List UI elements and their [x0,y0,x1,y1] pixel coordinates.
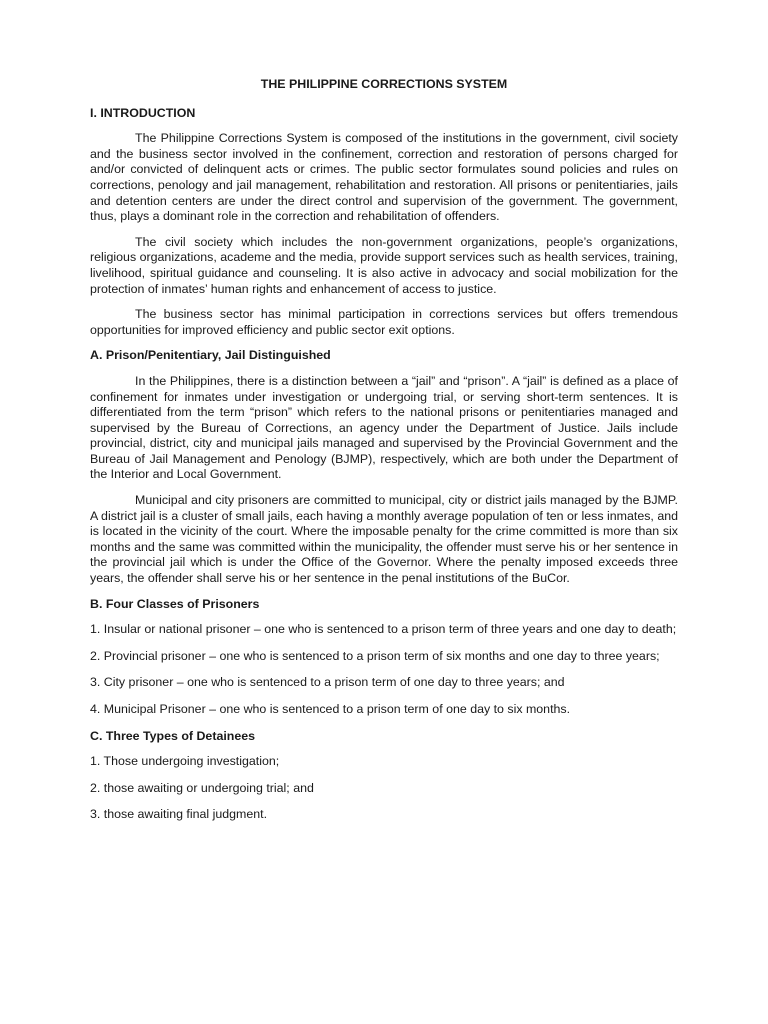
intro-paragraph: The civil society which includes the non-government organizations, people’s organizations, religious organizations, academe and the media, provide support services such as health services, training, livelihood, spiritual guidance and counseling. It is also active in advocacy and social mobilization for the protection of inmates’ human rights and enhancement of access to justice. [90,234,678,296]
document-title: THE PHILIPPINE CORRECTIONS SYSTEM [260,77,508,91]
prisoner-class-item: 3. City prisoner – one who is sentenced to a prison term of one day to three years; and [90,675,565,690]
section-heading-a: A. Prison/Penitentiary, Jail Distinguished [90,348,331,363]
detainee-type-item: 3. those awaiting final judgment. [90,807,268,822]
prisoner-class-item: 2. Provincial prisoner – one who is sentenced to a prison term of six months and one day to three years; [90,648,660,663]
document-page [90,77,678,834]
detainee-type-item: 1. Those undergoing investigation; [90,754,280,769]
intro-paragraph: The Philippine Corrections System is composed of the institutions in the government, civil society and the business sector involved in the confinement, correction and restoration of persons charged for and/or convicted of delinquent acts or crimes. The public sector formulates sound policies and rules on corrections, penology and jail management, rehabilitation and restoration. All prisons or penitentiaries, jails and detention centers are under the direct control and supervision of the government. The government, thus, plays a dominant role in the correction and rehabilitation of offenders. [90,131,678,224]
section-a-paragraph: Municipal and city prisoners are committed to municipal, city or district jails managed by the BJMP. A district jail is a cluster of small jails, each having a monthly average population of ten or less inmates, and is located in the vicinity of the court. Where the imposable penalty for the crime committed is more than six months and the same was committed within the municipality, the offender must serve his or her sentence in the provincial jail which is under the Office of the Governor. Where the penalty imposed exceeds three years, the offender shall serve his or her sentence in the penal institutions of the BuCor. [90,493,678,586]
section-a-paragraph: In the Philippines, there is a distinction between a “jail” and “prison”. A “jail” is defined as a place of confinement for inmates under investigation or undergoing trial, or serving short-term sentences. It is differentiated from the term “prison” which refers to the national prisons or penitentiaries managed and supervised by the Bureau of Corrections, an agency under the Department of Justice. Jails include provincial, district, city and municipal jails managed and supervised by the Provincial Government and the Bureau of Jail Management and Penology (BJMP), respectively, which are both under the Department of the Interior and Local Government. [90,373,678,482]
section-heading-c: C. Three Types of Detainees [90,728,256,743]
section-heading-introduction: I. INTRODUCTION [90,105,196,120]
prisoner-class-item: 4. Municipal Prisoner – one who is sentenced to a prison term of one day to six months. [90,702,571,716]
section-heading-b: B. Four Classes of Prisoners [90,596,260,611]
prisoner-class-item: 1. Insular or national prisoner – one who is sentenced to a prison term of three years and one day to death; [90,622,677,637]
intro-paragraph: The business sector has minimal participation in corrections services but offers tremendous opportunities for improved efficiency and public sector exit options. [90,307,678,337]
detainee-type-item: 2. those awaiting or undergoing trial; and [90,780,314,795]
